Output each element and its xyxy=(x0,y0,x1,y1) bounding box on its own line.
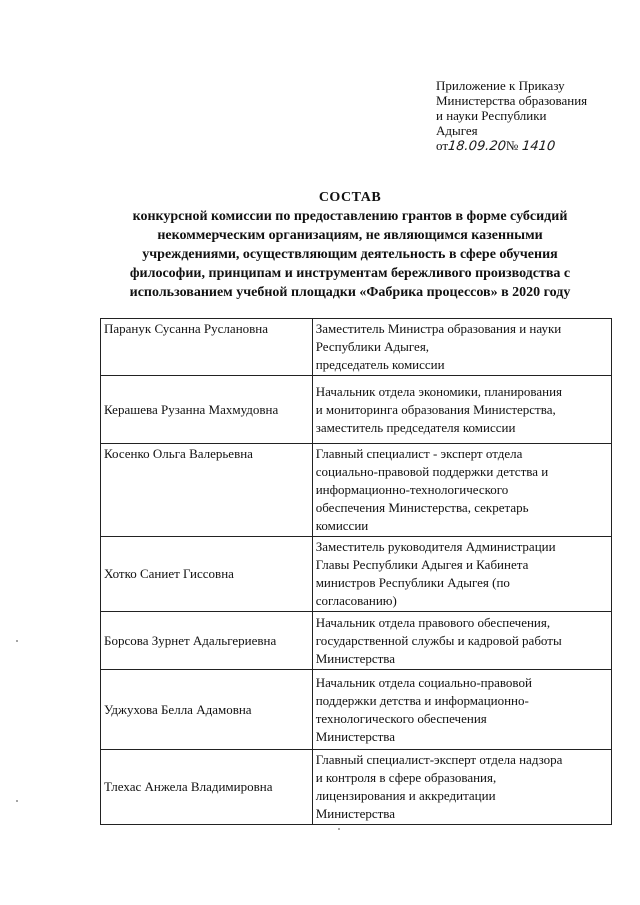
title-line: конкурсной комиссии по предоставлению грантов в форме субсидий xyxy=(132,209,568,224)
member-position: Начальник отдела экономики, планирования и мониторинга образования Министерства, заместитель председателя комиссии xyxy=(312,376,611,444)
table-row xyxy=(101,319,612,376)
commission-members-table xyxy=(100,318,612,825)
number-sign: № xyxy=(505,138,519,153)
title-line: некоммерческим организациям, не являющимся казенными xyxy=(157,228,543,243)
table-row xyxy=(101,376,612,444)
table-row xyxy=(101,750,612,825)
member-name: Тлехас Анжела Владимировна xyxy=(101,750,313,825)
member-position: Начальник отдела правового обеспечения, государственной службы и кадровой работы Министерства xyxy=(312,612,611,670)
member-position: Начальник отдела социально-правовой поддержки детства и информационно- технологического обеспечения Министерства xyxy=(312,670,611,750)
title-line: учреждениями, осуществляющим деятельность в сфере обучения xyxy=(142,247,558,262)
appendix-line: и науки Республики xyxy=(436,108,547,123)
appendix-line: Приложение к Приказу xyxy=(436,78,565,93)
member-position: Заместитель руководителя Администрации Главы Республики Адыгея и Кабинета министров Республики Адыгея (по согласованию) xyxy=(312,537,611,612)
title-line: использованием учебной площадки «Фабрика процессов» в 2020 году xyxy=(129,285,571,300)
table-row xyxy=(101,444,612,537)
table-row xyxy=(101,670,612,750)
member-name: Хотко Саниет Гиссовна xyxy=(101,537,313,612)
handwritten-number: 1410 xyxy=(520,139,556,154)
scan-speck xyxy=(16,640,18,642)
scan-speck xyxy=(16,800,18,802)
member-name: Керашева Рузанна Махмудовна xyxy=(101,376,313,444)
document-title xyxy=(70,188,630,302)
title-heading: СОСТАВ xyxy=(318,190,382,205)
member-name: Уджухова Белла Адамовна xyxy=(101,670,313,750)
member-name: Борсова Зурнет Адальгериевна xyxy=(101,612,313,670)
member-name: Косенко Ольга Валерьевна xyxy=(101,444,313,537)
member-position: Заместитель Министра образования и науки Республики Адыгея, председатель комиссии xyxy=(312,319,611,376)
member-name: Паранук Сусанна Руслановна xyxy=(101,319,313,376)
table-row xyxy=(101,612,612,670)
appendix-block xyxy=(436,78,616,154)
member-position: Главный специалист - эксперт отдела социально-правовой поддержки детства и информационно-технологического обеспечения Министерства, секретарь комиссии xyxy=(312,444,611,537)
handwritten-date: 18.09.20 xyxy=(447,139,507,154)
appendix-line: Адыгея xyxy=(436,123,478,138)
scan-speck xyxy=(338,828,340,830)
date-prefix: от xyxy=(436,138,449,153)
appendix-line: Министерства образования xyxy=(436,93,588,108)
title-line: философии, принципам и инструментам бережливого производства с xyxy=(129,266,571,281)
member-position: Главный специалист-эксперт отдела надзора и контроля в сфере образования, лицензирования и аккредитации Министерства xyxy=(312,750,611,825)
table-row xyxy=(101,537,612,612)
appendix-date-line xyxy=(436,138,616,154)
